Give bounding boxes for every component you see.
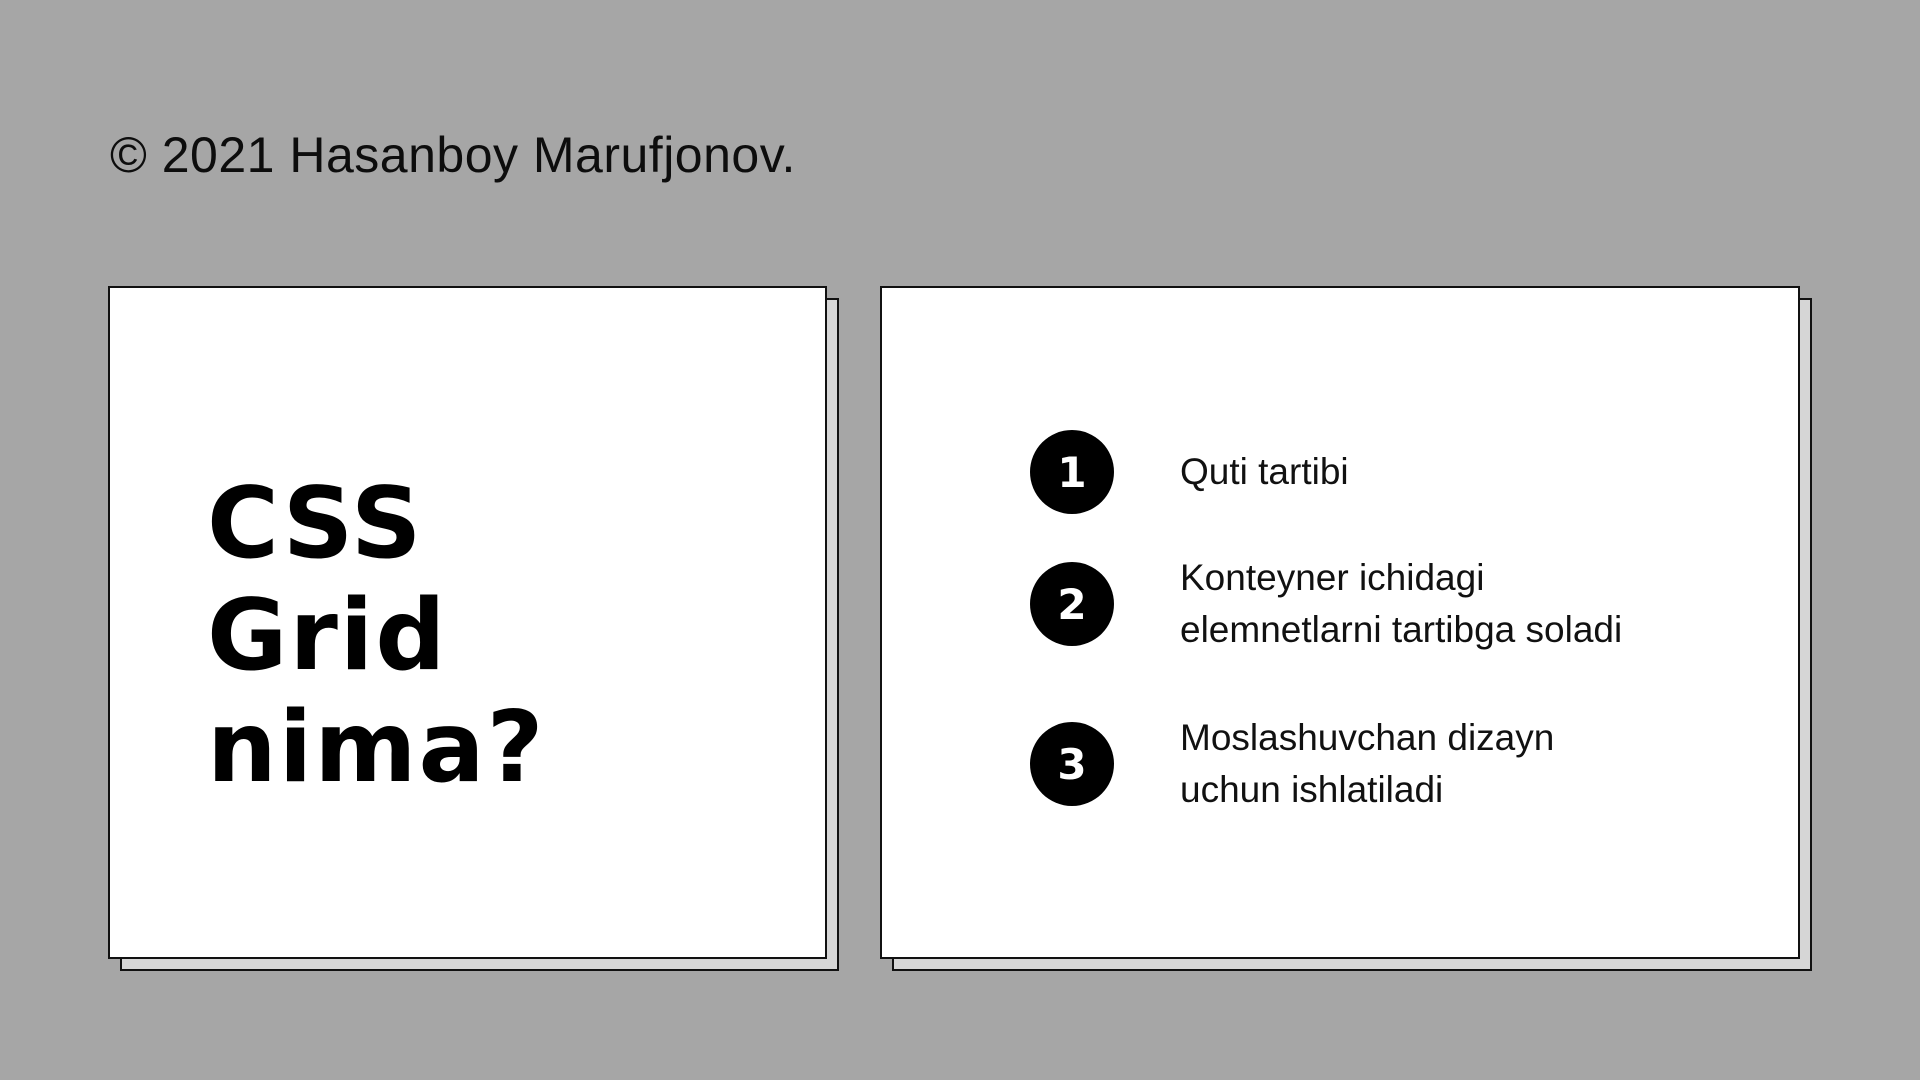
list-item-1-text: Quti tartibi — [1180, 451, 1349, 492]
number-badge-3: 3 — [1030, 722, 1114, 806]
copyright-text: © 2021 Hasanboy Marufjonov. — [110, 127, 796, 183]
title-line-1: CSS — [207, 467, 424, 581]
list-item-2-text: Konteyner ichidagi elemnetlarni tartibga soladi — [1180, 557, 1623, 650]
list-item-3 — [1030, 712, 1650, 816]
slide-title — [207, 468, 545, 804]
points-card — [880, 286, 1800, 959]
list-item-2 — [1030, 552, 1650, 656]
list-item-3-text: Moslashuvchan dizayn uchun ishlatiladi — [1180, 717, 1555, 810]
number-badge-2: 2 — [1030, 562, 1114, 646]
title-line-2: Grid — [207, 579, 448, 693]
title-card-body — [108, 286, 827, 959]
list-item-1 — [1030, 430, 1650, 514]
title-card — [108, 286, 827, 959]
number-badge-1: 1 — [1030, 430, 1114, 514]
title-line-3: nima? — [207, 691, 546, 805]
points-card-body — [880, 286, 1800, 959]
